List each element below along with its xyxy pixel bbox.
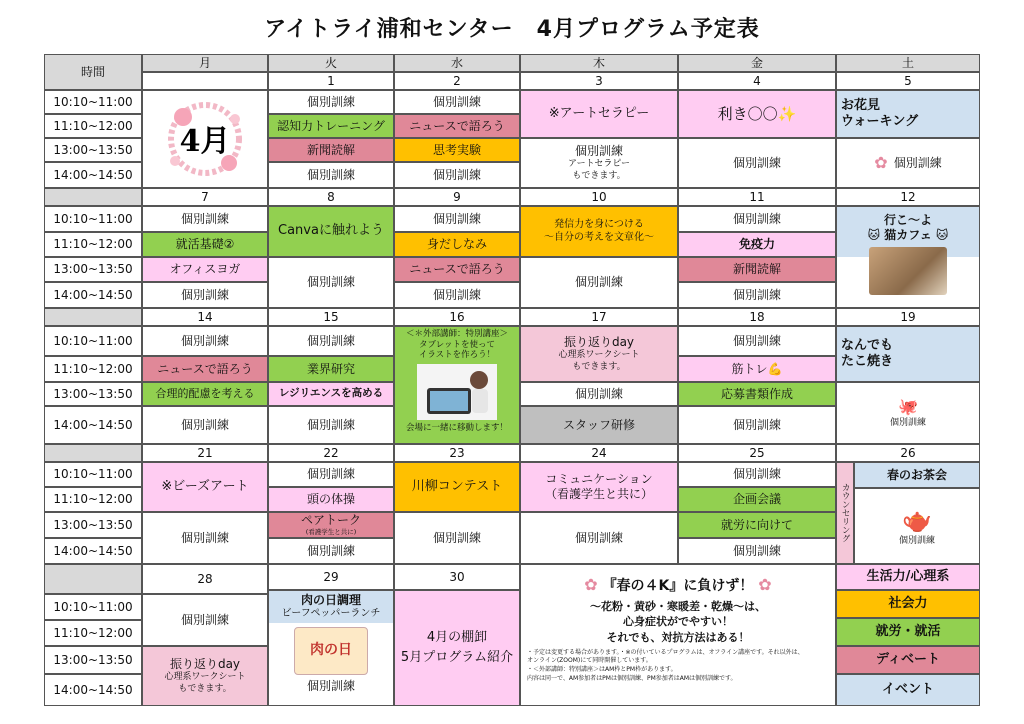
date-cell: 2 bbox=[394, 72, 520, 90]
program-cell: 個別訓練 bbox=[142, 512, 268, 564]
cherry-blossom-icon: ✿ bbox=[758, 575, 772, 594]
program-cell: 個別訓練 bbox=[268, 90, 394, 114]
date-cell: 1 bbox=[268, 72, 394, 90]
program-cell: 個別訓練 bbox=[268, 162, 394, 188]
time-slot: 13:00~13:50 bbox=[44, 257, 142, 282]
cherry-blossom-icon: ✿ bbox=[584, 575, 598, 594]
program-cell: 筋トレ💪 bbox=[678, 356, 836, 382]
counseling-label: カウンセリング bbox=[836, 462, 854, 564]
legend-item-event: イベント bbox=[836, 674, 980, 706]
legend-item-mental: 生活力/心理系 bbox=[836, 564, 980, 590]
date-row-spacer bbox=[44, 188, 142, 206]
time-slot: 14:00~14:50 bbox=[44, 538, 142, 564]
time-slot: 11:10~12:00 bbox=[44, 232, 142, 257]
date-cell: 19 bbox=[836, 308, 980, 326]
event-cell: 行こ～よ 🐱 猫カフェ 🐱 bbox=[836, 206, 980, 308]
page-title: アイトライ浦和センター 4月プログラム予定表 bbox=[264, 17, 760, 42]
date-row-spacer bbox=[44, 308, 142, 326]
program-cell: 個別訓練 bbox=[394, 90, 520, 114]
april-mark-text: 4月 bbox=[179, 124, 231, 159]
program-cell: 企画会議 bbox=[678, 487, 836, 512]
time-slot: 13:00~13:50 bbox=[44, 512, 142, 538]
program-cell: 認知力トレーニング bbox=[268, 114, 394, 138]
program-cell: 発信力を身につける ～自分の考えを文章化～ bbox=[520, 206, 678, 257]
date-cell: 24 bbox=[520, 444, 678, 462]
notice-box: ✿ 『春の４K』に負けず！ ✿ ～花粉・黄砂・寒暖差・乾燥～は、 心身症状がでやすい！ それでも、対抗方法はある！ ・予定は変更する場合があります。・※の付いているプログラムは、オフライン講座です。それ以外は、 オンライン(ZOOM)にて同時開催しています。 ・＜外部講師：特別講座＞はAM枠とPM枠があります。 内容は同一で、AM参加者はPMは個別訓練、PM参加者はAMは個別訓練です。 bbox=[520, 564, 836, 706]
date-cell: 28 bbox=[142, 564, 268, 594]
program-cell: 🫖 個別訓練 bbox=[854, 488, 980, 564]
april-badge bbox=[142, 90, 268, 188]
date-cell: 12 bbox=[836, 188, 980, 206]
program-cell: 個別訓練 bbox=[678, 538, 836, 564]
program-cell: 思考実験 bbox=[394, 138, 520, 162]
date-cell: 9 bbox=[394, 188, 520, 206]
special-lecture-cell: ＜＊外部講師：特別講座＞ タブレットを使って イラストを作ろう！ 会場に一緒に移動します！ bbox=[394, 326, 520, 444]
date-cell: 8 bbox=[268, 188, 394, 206]
time-slot: 13:00~13:50 bbox=[44, 138, 142, 162]
program-cell: 川柳コンテスト bbox=[394, 462, 520, 512]
program-cell: 身だしなみ bbox=[394, 232, 520, 257]
program-cell: 個別訓練 bbox=[268, 326, 394, 356]
date-cell: 15 bbox=[268, 308, 394, 326]
program-cell: 合理的配慮を考える bbox=[142, 382, 268, 406]
time-slot: 14:00~14:50 bbox=[44, 406, 142, 444]
program-cell: 個別訓練 bbox=[142, 594, 268, 646]
program-cell: 個別訓練 bbox=[268, 406, 394, 444]
program-cell: 個別訓練 bbox=[678, 462, 836, 487]
date-cell: 22 bbox=[268, 444, 394, 462]
program-cell: 個別訓練 bbox=[142, 206, 268, 232]
program-cell: オフィスヨガ bbox=[142, 257, 268, 282]
program-cell: 頭の体操 bbox=[268, 487, 394, 512]
program-cell: 個別訓練 bbox=[678, 282, 836, 308]
date-cell: 30 bbox=[394, 564, 520, 590]
time-slot: 11:10~12:00 bbox=[44, 487, 142, 512]
time-slot: 10:10~11:00 bbox=[44, 462, 142, 487]
legend-item-debate: ディベート bbox=[836, 646, 980, 674]
program-cell: ※ビーズアート bbox=[142, 462, 268, 512]
program-cell: ペアトーク (看護学生と共に) bbox=[268, 512, 394, 538]
teapot-icon: 🫖 bbox=[902, 505, 932, 534]
day-header-sat: 土 bbox=[836, 54, 980, 72]
program-cell: 個別訓練 bbox=[520, 382, 678, 406]
program-cell: 個別訓練 bbox=[678, 206, 836, 232]
program-cell: 就労に向けて bbox=[678, 512, 836, 538]
takoyaki-icon: 🐙 bbox=[898, 396, 918, 416]
tablet-drawing-icon bbox=[417, 364, 497, 420]
date-cell: 10 bbox=[520, 188, 678, 206]
time-slot: 11:10~12:00 bbox=[44, 620, 142, 646]
cherry-blossom-icon: ✿ bbox=[874, 153, 888, 172]
program-cell: 個別訓練 bbox=[142, 406, 268, 444]
date-cell: 16 bbox=[394, 308, 520, 326]
program-cell: レジリエンスを高める bbox=[268, 382, 394, 406]
program-cell: 個別訓練 bbox=[678, 138, 836, 188]
program-cell: 4月の棚卸 5月プログラム紹介 bbox=[394, 590, 520, 706]
program-cell: ニュースで語ろう bbox=[142, 356, 268, 382]
date-cell: 26 bbox=[836, 444, 980, 462]
day-header-tue: 火 bbox=[268, 54, 394, 72]
program-cell: 個別訓練 bbox=[394, 282, 520, 308]
legend-item-social: 社会力 bbox=[836, 590, 980, 618]
date-cell: 29 bbox=[268, 564, 394, 590]
program-cell: 個別訓練 bbox=[394, 162, 520, 188]
program-cell: 個別訓練 bbox=[394, 512, 520, 564]
date-cell: 7 bbox=[142, 188, 268, 206]
time-slot: 13:00~13:50 bbox=[44, 382, 142, 406]
program-cell: 新聞読解 bbox=[268, 138, 394, 162]
program-cell: 就活基礎② bbox=[142, 232, 268, 257]
day-header-fri: 金 bbox=[678, 54, 836, 72]
day-header-thu: 木 bbox=[520, 54, 678, 72]
program-cell: 個別訓練 bbox=[520, 257, 678, 308]
event-cell: 肉の日調理 ビーフペッパーランチ 肉の日 個別訓練 bbox=[268, 590, 394, 706]
time-slot: 14:00~14:50 bbox=[44, 282, 142, 308]
date-cell: 17 bbox=[520, 308, 678, 326]
program-cell: 業界研究 bbox=[268, 356, 394, 382]
program-cell: 個別訓練 bbox=[268, 462, 394, 487]
program-cell: 振り返りday 心理系ワークシート もできます。 bbox=[142, 646, 268, 706]
date-cell: 18 bbox=[678, 308, 836, 326]
legend-item-work: 就労・就活 bbox=[836, 618, 980, 646]
event-cell: お花見 ウォーキング bbox=[836, 90, 980, 138]
time-slot: 14:00~14:50 bbox=[44, 674, 142, 706]
date-cell: 21 bbox=[142, 444, 268, 462]
program-cell: コミュニケーション （看護学生と共に） bbox=[520, 462, 678, 512]
day-header-mon: 月 bbox=[142, 54, 268, 72]
time-slot: 10:10~11:00 bbox=[44, 594, 142, 620]
program-cell: 個別訓練 bbox=[142, 282, 268, 308]
program-cell: 免疫力 bbox=[678, 232, 836, 257]
cat-cafe-photo bbox=[869, 247, 947, 295]
program-cell: ニュースで語ろう bbox=[394, 114, 520, 138]
day-header-wed: 水 bbox=[394, 54, 520, 72]
date-cell: 4 bbox=[678, 72, 836, 90]
program-cell: 個別訓練 bbox=[142, 326, 268, 356]
program-cell: 振り返りday 心理系ワークシート もできます。 bbox=[520, 326, 678, 382]
date-cell bbox=[142, 72, 268, 90]
time-slot: 11:10~12:00 bbox=[44, 356, 142, 382]
event-cell: なんでも たこ焼き bbox=[836, 326, 980, 382]
time-slot: 10:10~11:00 bbox=[44, 90, 142, 114]
date-cell: 23 bbox=[394, 444, 520, 462]
date-cell: 5 bbox=[836, 72, 980, 90]
program-cell: スタッフ研修 bbox=[520, 406, 678, 444]
program-cell: 個別訓練 bbox=[268, 538, 394, 564]
program-cell: 個別訓練 bbox=[268, 257, 394, 308]
time-slot: 10:10~11:00 bbox=[44, 326, 142, 356]
program-cell: ✿ 個別訓練 bbox=[836, 138, 980, 188]
date-cell: 14 bbox=[142, 308, 268, 326]
program-cell: 個別訓練 アートセラピー もできます。 bbox=[520, 138, 678, 188]
program-cell: Canvaに触れよう bbox=[268, 206, 394, 257]
meat-day-logo: 肉の日 bbox=[294, 627, 368, 675]
date-row-spacer bbox=[44, 564, 142, 594]
program-cell: ニュースで語ろう bbox=[394, 257, 520, 282]
sakura-wreath-icon bbox=[155, 93, 255, 185]
program-cell: 個別訓練 bbox=[678, 406, 836, 444]
date-row-spacer bbox=[44, 444, 142, 462]
program-cell: 🐙 個別訓練 bbox=[836, 382, 980, 444]
cat-icon: 🐱 猫カフェ 🐱 bbox=[867, 228, 949, 242]
program-cell: 個別訓練 bbox=[520, 512, 678, 564]
time-slot: 13:00~13:50 bbox=[44, 646, 142, 674]
time-header: 時間 bbox=[44, 54, 142, 90]
program-cell: 応募書類作成 bbox=[678, 382, 836, 406]
program-cell: 個別訓練 bbox=[394, 206, 520, 232]
program-cell: 新聞読解 bbox=[678, 257, 836, 282]
date-cell: 25 bbox=[678, 444, 836, 462]
program-cell: 個別訓練 bbox=[678, 326, 836, 356]
date-cell: 11 bbox=[678, 188, 836, 206]
program-cell: 利き〇〇✨ bbox=[678, 90, 836, 138]
program-cell: ※アートセラピー bbox=[520, 90, 678, 138]
date-cell: 3 bbox=[520, 72, 678, 90]
time-slot: 11:10~12:00 bbox=[44, 114, 142, 138]
event-cell: 春のお茶会 bbox=[854, 462, 980, 488]
time-slot: 10:10~11:00 bbox=[44, 206, 142, 232]
time-slot: 14:00~14:50 bbox=[44, 162, 142, 188]
